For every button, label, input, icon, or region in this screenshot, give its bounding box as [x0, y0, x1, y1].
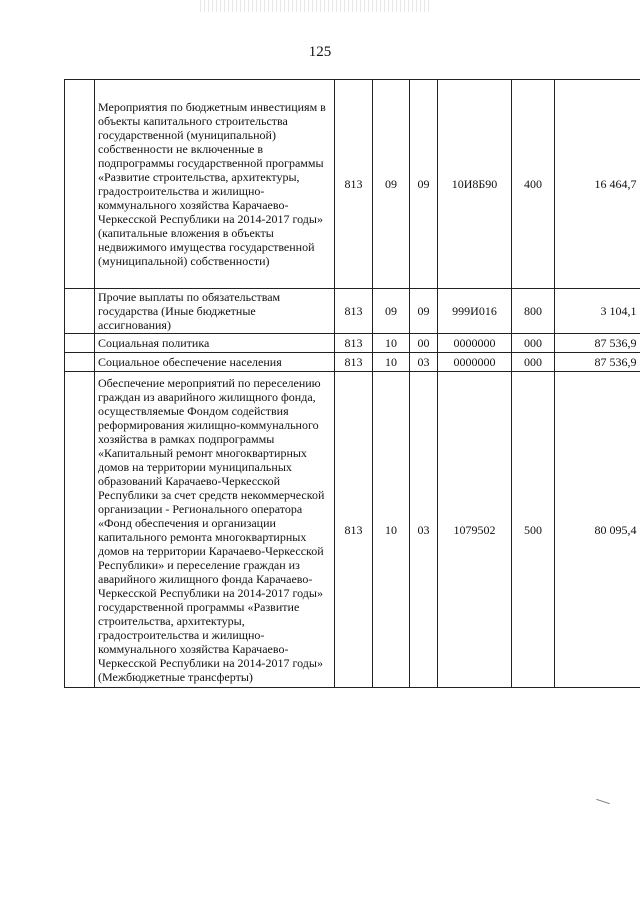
ved-cell: 813: [335, 334, 373, 353]
csr-cell: 10И8Б90: [438, 80, 512, 289]
ved-cell: 813: [335, 353, 373, 372]
rz-cell: 09: [373, 80, 410, 289]
rz-cell: 10: [373, 353, 410, 372]
csr-cell: 999И016: [438, 289, 512, 334]
table-row: [65, 372, 640, 688]
row-number-cell: [65, 353, 95, 372]
sum-cell: 80 095,4: [555, 372, 640, 688]
row-name-cell: Обеспечение мероприятий по переселению граждан из аварийного жилищного фонда, осуществляемые Фондом содействия реформирования жилищно-коммунального хозяйства в рамках подпрограммы «Капитальный ремонт многоквартирных домов на территории муниципальных образований Карачаево-Черкесской Республики за счет средств некоммерческой организации - Регионального оператора «Фонд обеспечения и организации капитального ремонта многоквартирных домов на территории Карачаево-Черкесской Республики» и переселение граждан из аварийного жилищного фонда Карачаево-Черкесской Республики на 2014-2017 годы» государственной программы «Развитие строительства, архитектуры, градостроительства и жилищно-коммунального хозяйства Карачаево-Черкесской Республики на 2014-2017 годы» (Межбюджетные трансферты): [95, 372, 335, 688]
page-number: 125: [308, 44, 332, 60]
ved-cell: 813: [335, 289, 373, 334]
vr-cell: 000: [512, 334, 555, 353]
sum-cell: 87 536,9: [555, 334, 640, 353]
vr-cell: 000: [512, 353, 555, 372]
rz-cell: 09: [373, 289, 410, 334]
csr-cell: 0000000: [438, 334, 512, 353]
ved-cell: 813: [335, 372, 373, 688]
sum-cell: 16 464,7: [555, 80, 640, 289]
scan-artifact: [200, 0, 430, 12]
row-name-cell: Социальное обеспечение населения: [95, 353, 335, 372]
vr-cell: 500: [512, 372, 555, 688]
pr-cell: 03: [410, 353, 438, 372]
vr-cell: 800: [512, 289, 555, 334]
ved-cell: 813: [335, 80, 373, 289]
row-number-cell: [65, 289, 95, 334]
pr-cell: 03: [410, 372, 438, 688]
row-number-cell: [65, 80, 95, 289]
row-number-cell: [65, 334, 95, 353]
table-row: [65, 80, 640, 289]
pr-cell: 09: [410, 289, 438, 334]
sum-cell: 3 104,1: [555, 289, 640, 334]
scan-mark: [596, 799, 610, 804]
budget-table: [64, 79, 640, 688]
row-name-cell: Социальная политика: [95, 334, 335, 353]
row-number-cell: [65, 372, 95, 688]
rz-cell: 10: [373, 334, 410, 353]
vr-cell: 400: [512, 80, 555, 289]
csr-cell: 0000000: [438, 353, 512, 372]
table-row: [65, 289, 640, 334]
rz-cell: 10: [373, 372, 410, 688]
pr-cell: 00: [410, 334, 438, 353]
sum-cell: 87 536,9: [555, 353, 640, 372]
pr-cell: 09: [410, 80, 438, 289]
csr-cell: 1079502: [438, 372, 512, 688]
table-row: [65, 353, 640, 372]
table-row: [65, 334, 640, 353]
row-name-cell: Мероприятия по бюджетным инвестициям в объекты капитального строительства государственной (муниципальной) собственности не включенные в подпрограммы государственной программы «Развитие строительства, архитектуры, градостроительства и жилищно-коммунального хозяйства Карачаево-Черкесской Республики на 2014-2017 годы» (капитальные вложения в объекты недвижимого имущества государственной (муниципальной) собственности): [95, 80, 335, 289]
row-name-cell: Прочие выплаты по обязательствам государства (Иные бюджетные ассигнования): [95, 289, 335, 334]
